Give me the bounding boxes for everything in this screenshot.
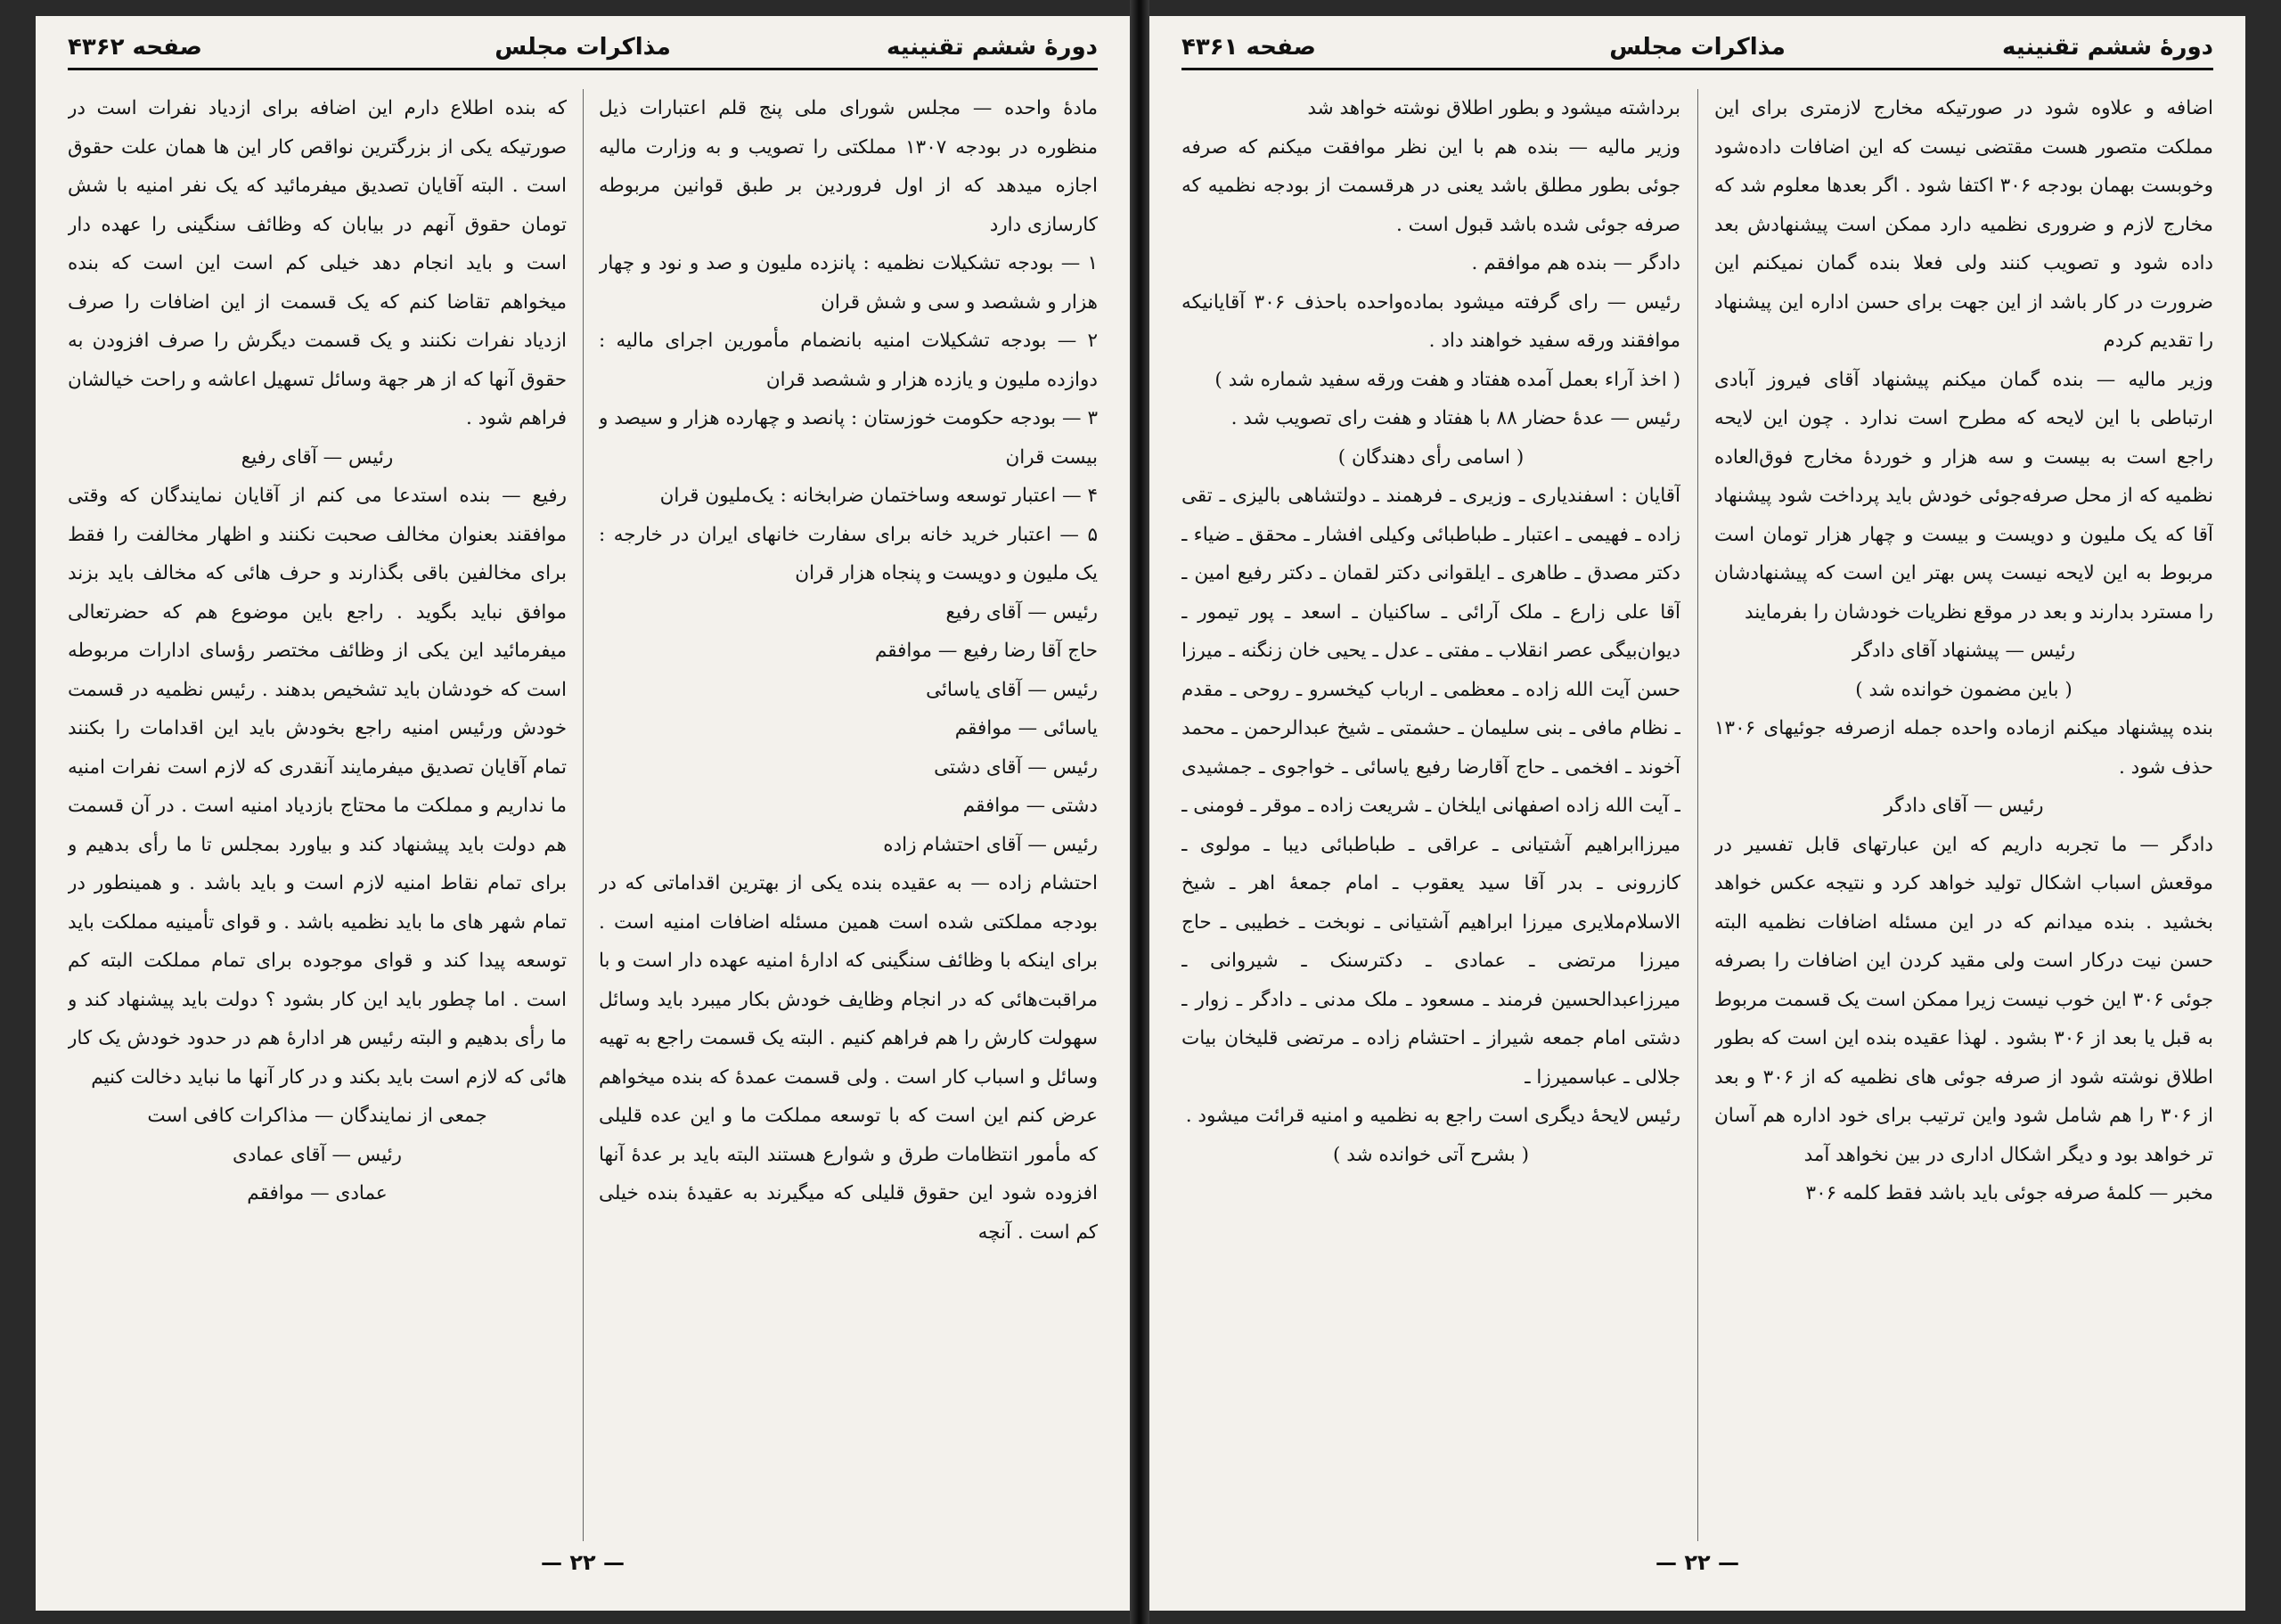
paragraph: دادگر — بنده هم موافقم . [1471,252,1680,274]
centered-line: ( بشرح آتی خوانده شد ) [1333,1143,1529,1166]
centered-line: رئیس — آقای عمادی [232,1143,403,1166]
right-page [1149,16,2245,1611]
paragraph: رفیع — بنده استدعا می کنم از آقایان نمایندگان که وقتی موافقند بعنوان مخالف صحبت نکنند و اظهار مخالفت را فقط برای مخالفین باقی بگذارند و حرف هائی که مخالف باید بزند موافق نباید بگوید . راجع باین موضوع هم که حضرتعالی میفرمائید این یکی از وظائف مختصر رؤسای ادارات مربوطه است که خودشان باید تشخیص بدهند . رئیس نظمیه در قسمت خودش ورئیس امنیه راجع بخودش باید این اقدامات را بکنند تمام آقایان تصدیق میفرمایند آنقدری که لازم است نفرات امنیه ما نداریم و مملکت ما محتاج بازدیاد امنیه است . در آن قسمت هم دولت باید پیشنهاد کند و بیاورد بمجلس تا ما رأی بدهیم و برای تمام نقاط امنیه لازم است و باید باشد . و همینطور در تمام شهر های ما باید نظمیه باشد . و قوای تأمینیه مملکت باید توسعه پیدا کند و قوای موجوده برای تمام مملکت البته کم است . اما چطور باید این کار بشود ؟ دولت باید پیشنهاد کند و ما رأی بدهیم و البته رئیس هر اداره‌ٔ هم در حدود خودش یک کار هائی که لازم است باید بکند و در کار آنها ما نباید دخالت کنیم [68,485,567,1089]
right-header-title: مذاکرات مجلس [1609,34,1786,61]
paragraph: برداشته میشود و بطور اطلاق نوشته خواهد شد [1307,97,1680,119]
left-page [36,16,1130,1611]
paragraph: ۱ — بودجه تشکیلات نظمیه : پانزده ملیون و صد و نود و چهار هزار و ششصد و سی و شش قران [599,252,1098,314]
centered-line: جمعی از نمایندگان — مذاکرات کافی است [147,1105,487,1127]
paragraph: ۳ — بودجه حکومت خوزستان : پانصد و چهارده هزار و سیصد و بیست قران [599,407,1098,469]
centered-line: رئیس — پیشنهاد آقای دادگر [1852,640,2076,662]
column-divider [1697,89,1698,1541]
centered-line: ( باین مضمون خوانده شد ) [1855,678,2073,701]
paragraph: رئیس — آقای یاسائی [926,678,1098,701]
right-page-left-column [1181,89,1680,1541]
left-page-left-column [68,89,567,1541]
paragraph: ۴ — اعتبار توسعه وساختمان ضرابخانه : یک‌ملیون قران [659,485,1098,507]
right-header-page-number: صفحه ۴۳۶۱ [1181,34,1316,61]
paragraph: ( اخذ آراء بعمل آمده هفتاد و هفت ورقه سفید شماره شد ) [1214,368,1680,391]
left-page-header [68,29,1098,70]
paragraph: رئیس — آقای احتشام زاده [883,833,1098,856]
paragraph: ۲ — بودجه تشکیلات امنیه بانضمام مأمورین اجرای مالیه : دوازده ملیون و یازده هزار و ششصد قران [599,330,1098,391]
left-page-right-column [599,89,1098,1541]
paragraph: دادگر — ما تجربه داریم که این عبارتهای قابل تفسیر در موقعش اسباب اشکال تولید خواهد کرد و نتیجه عکس خواهد بخشید . بنده میدانم که در این مسئله اضافات نظمیه البته حسن نیت درکار است ولی مقید کردن این اضافات را بصرفه جوئی ۳۰۶ این خوب نیست زیرا ممکن است یک قسمت مربوط به قبل یا بعد از ۳۰۶ بشود . لهذا عقیده بنده این است که بطور اطلاق نوشته شود از صرفه جوئی های نظمیه که از ۳۰۶ و بعد از ۳۰۶ را هم شامل شود واین ترتیب برای خود اداره هم آسان تر خواهد بود و دیگر اشکال اداری در بین نخواهد آمد [1714,833,2213,1166]
paragraph: دشتی — موافقم [962,795,1098,817]
paragraph: ۵ — اعتبار خرید خانه برای سفارت خانهای ایران در خارجه : یک ملیون و دویست و پنجاه هزار قران [599,523,1098,584]
left-header-page-number: صفحه ۴۳۶۲ [68,34,202,61]
paragraph: رئیس — عدهٔ حضار ۸۸ با هفتاد و هفت رای تصویب شد . [1230,407,1680,429]
right-header-session: دورهٔ ششم تقنینیه [2001,34,2213,61]
paragraph: بنده پیشنهاد میکنم ازماده واحده جمله ازصرفه جوئیهای ۱۳۰۶ حذف شود . [1714,717,2213,779]
paragraph: رئیس — آقای رفیع [945,600,1098,624]
paragraph: رئیس — آقای دشتی [934,755,1098,779]
centered-line: ( اسامی رأی دهندگان ) [1337,445,1525,469]
paragraph: رئیس — رای گرفته میشود بماده‌واحده باحذف ۳۰۶ آقایانیکه موافقند ورقه سفید خواهند داد . [1181,290,1680,352]
paragraph: که بنده اطلاع دارم این اضافه برای ازدیاد نفرات است در صورتیکه یکی از بزرگترین نواقص کار این ها همان علت حقوق است . البته آقایان تصدیق میفرمائید که یک نفر امنیه با شش تومان حقوق آنهم در بیابان که وظائف سنگینی را عهده دار است و باید انجام دهد خیلی کم است این است که بنده میخواهم تقاضا کنم که یک قسمت از این اضافات را صرف ازدیاد نفرات نکنند و یک قسمت دیگرش را صرف افزودن به حقوق آنها که از هر جهة وسائل تسهیل اعاشه و راحت خیالشان فراهم شود . [68,97,567,429]
paragraph: احتشام زاده — به عقیده بنده یکی از بهترین اقداماتی که در بودجه مملکتی شده است همین مسئله اضافات امنیه است . برای اینکه با وظائف سنگینی که ادارهٔ امنیه عهده دار است و با مراقبت‌هائی که در انجام وظایف خودش بکار میبرد باید وسائل سهولت کارش را هم فراهم کنیم . البته یک قسمت راجع به تهیه وسائل و اسباب کار است . ولی قسمت عمدهٔ که بنده میخواهم عرض کنم این است که با توسعه مملکت ما و این عده قلیلی که مأمور انتظامات طرق و شوارع هستند البته باید بر عدهٔ آنها افزوده شود این حقوق قلیلی که میگیرند به عقیدهٔ بنده خیلی کم است . آنچه [599,872,1098,1244]
centered-line: رئیس — آقای دادگر [1884,795,2044,817]
column-divider [583,89,584,1541]
paragraph: مخبر — کلمهٔ صرفه جوئی باید باشد فقط کلمه ۳۰۶ [1805,1182,2213,1204]
paragraph: وزیر مالیه — بنده گمان میکنم پیشنهاد آقای فیروز آبادی ارتباطی با این لایحه که مطرح است ندارد . چون این لایحه راجع است به بیست و سه هزار و خوردهٔ مخارج فوق‌العاده نظمیه که از محل صرفه‌جوئی خودش باید پرداخت شود پیشنهاد آقا که یک ملیون و دویست و بیست و چهار هزار تومان است مربوط به این لایحه نیست پس بهتر این است که پیشنهادشان را مسترد بدارند و بعد در موقع نظریات خودشان را بفرمایند [1714,368,2213,624]
left-header-title: مذاکرات مجلس [495,34,671,61]
book-gutter [1130,0,1149,1624]
right-page-folio: — ۲۲ — [1655,1550,1739,1575]
paragraph: رئیس لایحهٔ دیگری است راجع به نظمیه و امنیه قرائت میشود . [1185,1105,1680,1127]
paragraph: اضافه و علاوه شود در صورتیکه مخارج لازمتری برای این مملکت متصور هست مقتضی نیست که این اضافات داده‌شود وخوبست بهمان بودجه ۳۰۶ اکتفا شود . اگر بعدها معلوم شد که مخارج لازم و ضروری نظمیه دارد ممکن است پیشنهادش بعد داده شود و تصویب کنند ولی فعلا بنده گمان نمیکنم این ضرورت در کار باشد از این جهت برای حسن اداره این پیشنهاد را تقدیم کردم [1714,97,2213,352]
paragraph: مادهٔ واحده — مجلس شورای ملی پنج قلم اعتبارات ذیل منظوره در بودجه ۱۳۰۷ مملکتی را تصویب و به وزارت مالیه اجازه میدهد که از اول فروردین بر طبق قوانین مربوطه کارسازی دارد [599,97,1098,236]
paragraph: آقایان : اسفندیاری ـ وزیری ـ فرهمند ـ دولتشاهی بالیزی ـ تقی زاده ـ فهیمی ـ اعتبار ـ طباطبائی وکیلی افشار ـ محقق ـ ضیاء ـ دکتر مصدق ـ طاهری ـ ایلقوانی دکتر لقمان ـ دکتر رفیع امین ـ آقا علی زارع ـ ملک آرائی ـ ساکنیان ـ اسعد ـ پور تیمور ـ دیوان‌بیگی عصر انقلاب ـ مفتی ـ عدل ـ یحیی خان زنگنه ـ میرزا حسن آیت الله زاده ـ معظمی ـ ارباب کیخسرو ـ روحی ـ مقدم ـ نظام مافی ـ بنی سلیمان ـ حشمتی ـ شیخ عبدالرحمن ـ محمد آخوند ـ افخمی ـ حاج آقارضا رفیع یاسائی ـ خواجوی ـ جمشیدی ـ آیت الله زاده اصفهانی ایلخان ـ شریعت زاده ـ موقر ـ فومنی ـ میرزاابراهیم آشتیانی ـ عراقی ـ طباطبائی دیبا ـ مولوی ـ کازرونی ـ بدر آقا سید یعقوب ـ امام جمعهٔ اهر ـ شیخ الاسلام‌ملایری میرزا ابراهیم آشتیانی ـ نوبخت ـ خطیبی ـ حاج میرزا مرتضی ـ عمادی ـ دکترسنک ـ شیروانی ـ میرزاعبدالحسین فرمند ـ مسعود ـ ملک مدنی ـ دادگر ـ زوار ـ دشتی امام جمعه شیراز ـ احتشام زاده ـ مرتضی قلیخان بیات جلالی ـ عباسمیرزا ـ [1181,485,1680,1089]
paragraph: یاسائی — موافقم [954,717,1098,739]
right-page-right-column [1714,89,2213,1541]
paragraph: حاج آقا رضا رفیع — موافقم [874,640,1098,662]
left-page-folio: — ۲۲ — [540,1550,625,1575]
centered-line: عمادی — موافقم [247,1182,388,1204]
paragraph: وزیر مالیه — بنده هم با این نظر موافقت میکنم که صرفه جوئی بطور مطلق باشد یعنی در هرقسمت از بودجه نظمیه که صرفه جوئی شده باشد قبول است . [1181,135,1680,236]
centered-line: رئیس — آقای رفیع [241,445,394,469]
left-header-session: دورهٔ ششم تقنینیه [886,34,1098,61]
right-page-header [1181,29,2213,70]
